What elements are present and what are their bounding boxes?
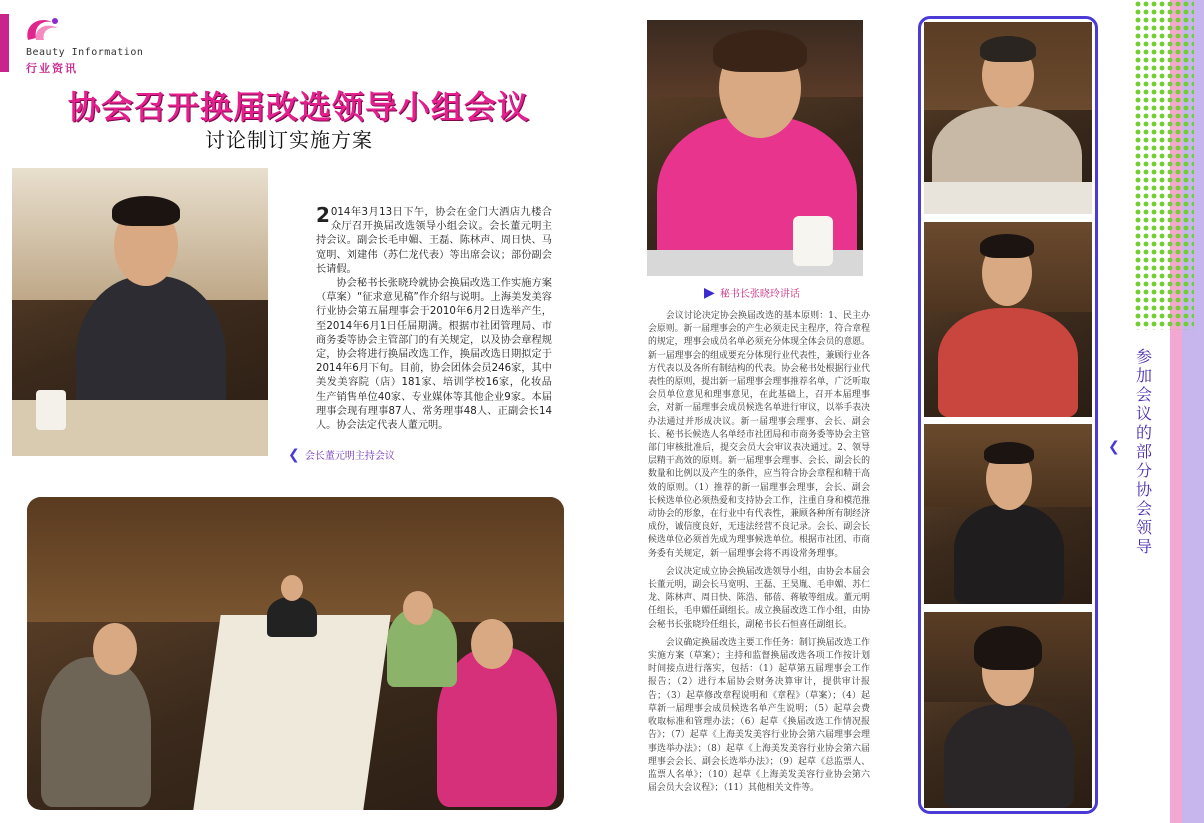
leader-photo-3 xyxy=(924,424,1092,604)
caption-arrow-icon: ❮ xyxy=(288,447,300,463)
article-paragraph-1: 2 014年3月13日下午，协会在金门大酒店九楼合众厅召开换届改选领导小组会议。会长董元明主持会议。副会长毛申媚、王磊、陈林声、周日快、马宽明、刘建伟（苏仁龙代表）等出席会议；部份副会长请假。 xyxy=(316,203,552,275)
secretary-photo xyxy=(647,20,863,276)
meeting-details-text xyxy=(648,310,870,800)
meeting-photo xyxy=(27,497,564,810)
article-paragraph-2: 协会秘书长张晓玲就协会换届改选工作实施方案（草案）“征求意见稿”作介绍与说明。上海美发美容行业协会第五届理事会于2010年6月2日选举产生，至2014年6月1日任届期满。根据市社团管理局、市商务委等协会主管部门的有关规定，以及协会章程规定，协会将进行换届改选工作，换届改选日期拟定于2014年6月下旬。目前，协会团体会员246家，其中美发美容院（店）181家、培训学校16家，化妆品生产销售单位40家、专业媒体等其他企业9家。本届理事会现有理事87人、常务理事48人、正副会长14人。协会法定代表人董元明。 xyxy=(316,278,552,432)
leader-photo-1 xyxy=(924,22,1092,214)
details-paragraph-3: 会议确定换届改选主要工作任务：制订换届改选工作实施方案（草案）；主持和监督换届改选各项工作按计划时间接点进行落实，包括：（1）起草第五届理事会工作报告；（2）进行本届协会财务决算审计，提供审计报告；（3）起草修改章程说明和《章程》（草案）；（4）起草新一届理事会成员候选名单产生说明；（5）起草会费收取标准和管理办法；（6）起草《换届改选工作情况报告》；（7）起草《上海美发美容行业协会第六届理事会理事选举办法》；（8）起草《上海美发美容行业协会第六届理事会会长、副会长选举办法》；（9）起草《总监票人、监票人名单》；（10）起草《上海美发美容行业协会第六届会员大会议程》；（11）其他相关文件等。 xyxy=(648,637,870,794)
brand-logo-icon xyxy=(22,14,62,44)
details-paragraph-1: 会议讨论决定协会换届改选的基本原则：1、民主办会原则。新一届理事会的产生必须走民主程序，符合章程的规定，理事会成员名单必须充分体现全体会员的意愿。新一届理事会的组成要充分体现行业代表性，兼顾行业各方代表以及各所有制结构的代表。协会秘书处根据行业代表性的原则，提出新一届理事会理事推荐名单，广泛听取会员单位意见和理事意见，在此基础上，召开本届理事会，对新一届理事会成员候选名单进行审议，以举手表决办法通过并形成决议。新一届理事会理事、会长、副会长、秘书长候选人名单经市社团局和市商务委等协会主管部门审核批准后，提交会员大会审议表决通过。2、领导层精干高效的原则。新一届理事会理事、会长、副会长的数量和比例以及产生的条件，应当符合协会章程和精干高效的原则。（1）推荐的新一届理事会理事，会长、副会长候选单位必须热爱和支持协会工作，注重自身和模范推动协会的形象，在行业中有代表性，兼顾各种所有制经济成份，诚信度良好，无违法经营不良记录。会长、副会长候选单位必须首先成为理事候选单位。根据市社团、市商务委有关规定，新一届理事会将不再设常务理事。 xyxy=(648,311,870,559)
leaders-caption-arrow-icon: ❮ xyxy=(1108,439,1120,455)
secretary-caption: ▶ 秘书长张晓玲讲话 xyxy=(704,285,800,301)
leaders-caption: 参加会议的部分协会领导 xyxy=(1135,347,1152,556)
leader-photo-4 xyxy=(924,612,1092,808)
drop-cap: 2 xyxy=(316,203,330,227)
caption-arrow-icon: ▶ xyxy=(704,285,715,301)
article-subtitle: 讨论制订实施方案 xyxy=(205,128,373,152)
chairman-caption: ❮ 会长董元明主持会议 xyxy=(288,447,395,463)
chairman-photo xyxy=(12,168,268,456)
details-paragraph-2: 会议决定成立协会换届改选领导小组，由协会本届会长董元明，副会长马宽明、王磊、王昊胤、毛申媚、苏仁龙、陈林声、周日快、陈浩、郁蓓、蒋敏等组成。董元明任组长，毛申媚任副组长。成立换届改选工作小组，由协会秘书长张晓玲任组长，副秘书长石恒喜任副组长。 xyxy=(648,566,870,630)
brand-english: Beauty Information xyxy=(26,47,144,58)
header-accent-bar xyxy=(0,14,9,72)
article-body xyxy=(316,203,552,433)
brand-chinese: 行业资讯 xyxy=(26,62,78,75)
leader-photo-2 xyxy=(924,222,1092,417)
decor-dots xyxy=(1134,0,1194,330)
article-title: 协会召开换届改选领导小组会议 xyxy=(68,88,531,126)
